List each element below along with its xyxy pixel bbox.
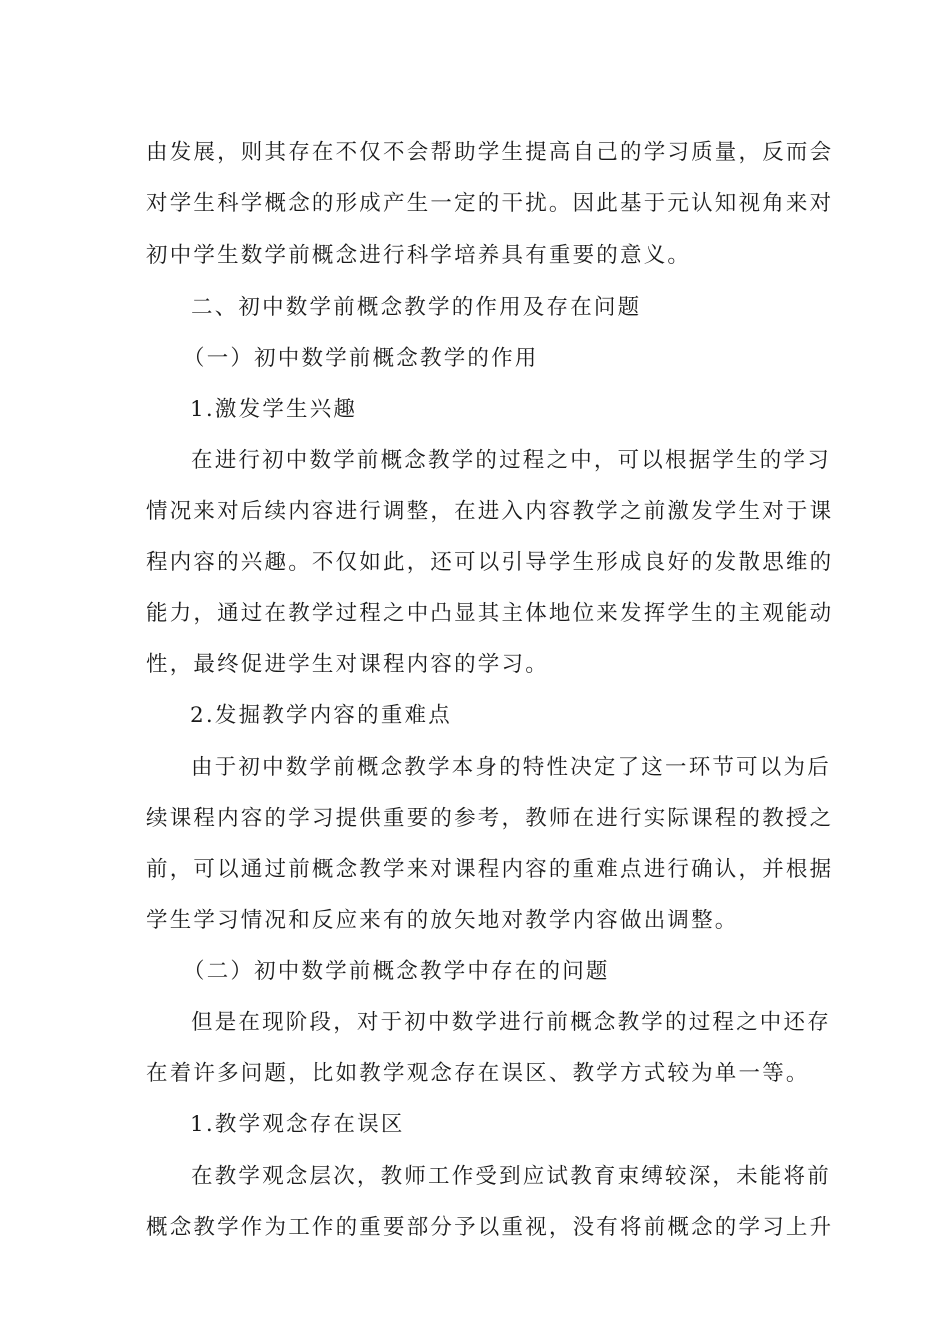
- subsection-heading: （二）初中数学前概念教学中存在的问题: [183, 959, 610, 984]
- body-text-line: 能力，通过在教学过程之中凸显其主体地位来发挥学生的主观能动: [146, 601, 834, 626]
- body-text-line: 情况来对后续内容进行调整，在进入内容教学之前激发学生对于课: [146, 499, 834, 524]
- numbered-heading: 2.发掘教学内容的重难点: [190, 703, 452, 728]
- body-text-line: 程内容的兴趣。不仅如此，还可以引导学生形成良好的发散思维的: [146, 550, 834, 575]
- body-text-line: 续课程内容的学习提供重要的参考，教师在进行实际课程的教授之: [146, 806, 834, 831]
- paragraph-first-line: 由于初中数学前概念教学本身的特性决定了这一环节可以为后: [191, 755, 831, 780]
- numbered-heading: 1.教学观念存在误区: [190, 1112, 405, 1137]
- body-text-line: 概念教学作为工作的重要部分予以重视，没有将前概念的学习上升: [146, 1215, 834, 1240]
- section-heading: 二、初中数学前概念教学的作用及存在问题: [191, 295, 642, 320]
- body-text-line: 初中学生数学前概念进行科学培养具有重要的意义。: [146, 243, 692, 268]
- body-text-line: 学生学习情况和反应来有的放矢地对教学内容做出调整。: [146, 908, 739, 933]
- numbered-heading: 1.激发学生兴趣: [190, 397, 358, 422]
- subsection-heading: （一）初中数学前概念教学的作用: [183, 346, 539, 371]
- body-text-line: 性，最终促进学生对课程内容的学习。: [146, 652, 549, 677]
- body-text-line: 对学生科学概念的形成产生一定的干扰。因此基于元认知视角来对: [146, 191, 834, 216]
- paragraph-first-line: 在进行初中数学前概念教学的过程之中，可以根据学生的学习: [191, 448, 831, 473]
- paragraph-first-line: 在教学观念层次，教师工作受到应试教育束缚较深，未能将前: [191, 1164, 831, 1189]
- paragraph-first-line: 但是在现阶段，对于初中数学进行前概念教学的过程之中还存: [191, 1010, 831, 1035]
- body-text-line: 前，可以通过前概念教学来对课程内容的重难点进行确认，并根据: [146, 857, 834, 882]
- body-text-line: 由发展，则其存在不仅不会帮助学生提高自己的学习质量，反而会: [146, 140, 834, 165]
- body-text-line: 在着许多问题，比如教学观念存在误区、教学方式较为单一等。: [146, 1061, 810, 1086]
